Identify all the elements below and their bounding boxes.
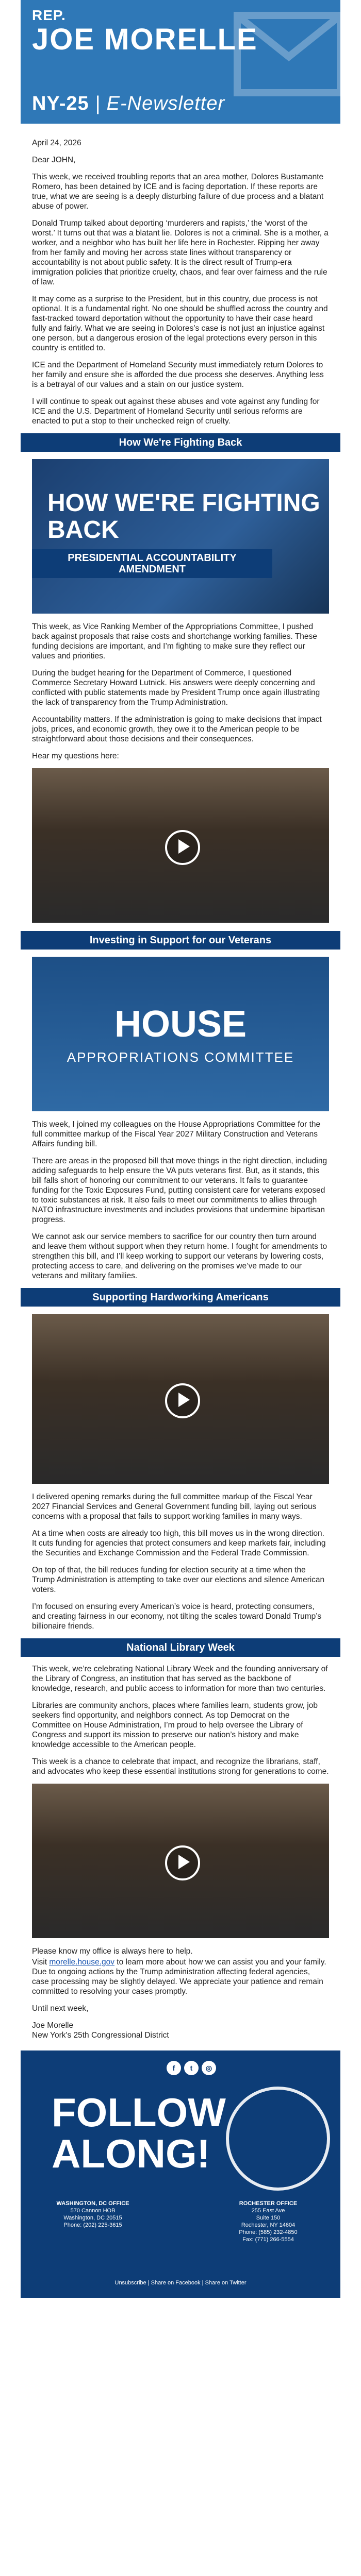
office-line: 570 Cannon HOB: [70, 2208, 116, 2214]
section-banner-fighting-back: How We're Fighting Back: [21, 433, 340, 452]
footer: [21, 2050, 340, 2298]
office-line: Washington, DC 20515: [63, 2215, 122, 2221]
social-icons: [165, 2061, 218, 2075]
paragraph: This week, we received troubling reports that an area mother, Dolores Bustamante Romero, has been detained by ICE and is facing deportation. If these reports are true, what we are seeing is a deeply disturbing failure of due process and a blatant abuse of power.: [32, 173, 324, 211]
website-link[interactable]: morelle.house.gov: [49, 1958, 114, 1967]
header-banner: [21, 0, 340, 124]
newsletter-label: E-Newsletter: [106, 93, 225, 114]
instagram-icon[interactable]: ◎: [202, 2061, 216, 2075]
paragraph: During the budget hearing for the Department of Commerce, I questioned Commerce Secretary Howard Lutnick. His answers were deeply concerning and conflicted with public statements made by President Trump once again illustrating the lack of transparency from the Trump Administration.: [32, 669, 320, 707]
section-banner-veterans: Investing in Support for our Veterans: [21, 931, 340, 950]
rep-label: REP.: [32, 7, 66, 23]
paragraph: We cannot ask our service members to sacrifice for our country then turn around and leave them without support when they return home. I fought for amendments to strengthen this bill, and I’ll keep working to support our veterans by lowering costs, protecting access to care, and delivering on the promises we’ve made to our veterans and military families.: [32, 1232, 327, 1280]
date: April 24, 2026: [32, 139, 81, 147]
image-subtitle: APPROPRIATIONS COMMITTEE: [67, 1049, 294, 1065]
rep-name: JOE MORELLE: [32, 23, 258, 56]
footer-links[interactable]: Unsubscribe | Share on Facebook | Share on Twitter: [114, 2280, 247, 2286]
image-title: HOW WE'RE FIGHTING BACK: [47, 489, 320, 544]
newsletter-subtitle: [32, 93, 225, 115]
video-thumbnail-library[interactable]: [32, 1784, 329, 1938]
play-icon[interactable]: [165, 830, 200, 865]
paragraph: I’m focused on ensuring every American’s voice is heard, protecting consumers, and creating fairness in our economy, not tilting the scales toward Donald Trump’s billionaire friends.: [32, 1602, 322, 1631]
paragraph: At a time when costs are already too high, this bill moves us in the wrong direction. It cuts funding for agencies that protect consumers and keep markets fair, including the Securities and Exchange Commission and the Federal Trade Commission.: [32, 1529, 326, 1557]
paragraph: This week is a chance to celebrate that impact, and recognize the librarians, staff, and advocates who keep these essential institutions strong for generations to come.: [32, 1757, 329, 1776]
play-icon[interactable]: [165, 1383, 200, 1418]
paragraph: Accountability matters. If the administration is going to make decisions that impact jobs, prices, and economic growth, they owe it to the American people to be straightforward about those decisions and their consequences.: [32, 715, 322, 743]
paragraph: On top of that, the bill reduces funding for election security at a time when the Trump Administration is attempting to take over our elections and silence American voters.: [32, 1566, 325, 1594]
video-thumbnail-hearing[interactable]: [32, 768, 329, 923]
image-title: HOUSE: [114, 1004, 247, 1045]
section-hardworking: [21, 1492, 340, 1631]
paragraph: Libraries are community anchors, places where families learn, students grow, job seekers find opportunity, and neighbors connect. As top Democrat on the Committee on House Administration, I’m proud to help oversee the Library of Congress and support its mission to preserve our nation’s history and make knowledge accessible to the American people.: [32, 1701, 318, 1749]
congressional-seal-icon: [226, 2087, 330, 2191]
intro: [21, 138, 340, 426]
office-line: Suite 150: [256, 2215, 281, 2221]
play-icon[interactable]: [165, 1845, 200, 1880]
paragraph: Donald Trump talked about deporting ‘murderers and rapists,’ the ‘worst of the worst.’ It turns out that was a blatant lie. Dolores is not a criminal. She is a mother, a worker, and a neighbor who has built her life here in Rochester. Ripping her away from her family and moving her across state lines without transparency or accountability is not about public safety. It is the direct result of Trump-era immigration policies that prioritize cruelty, chaos, and fear over fairness and the rule of law.: [32, 219, 329, 286]
section-banner-library: National Library Week: [21, 1638, 340, 1657]
office-line: Phone: (585) 232-4850: [239, 2229, 298, 2235]
follow-along-heading: [52, 2092, 226, 2174]
office-title: ROCHESTER OFFICE: [239, 2200, 298, 2207]
paragraph: I delivered opening remarks during the full committee markup of the Fiscal Year 2027 Financial Services and General Government funding bill, laying out serious concerns with a proposal that fails to support working families in many ways.: [32, 1493, 317, 1521]
paragraph-rest: to learn more about how we can assist you and your family. Due to ongoing actions by the Trump administration affecting federal agencies, case processing may be slightly delayed. We appreciate your patience and remain committed to resolving your cases promptly.: [32, 1958, 326, 1996]
twitter-icon[interactable]: t: [184, 2061, 199, 2075]
office-line: Rochester, NY 14604: [241, 2222, 296, 2228]
dc-office: [41, 2200, 144, 2229]
facebook-icon[interactable]: f: [167, 2061, 181, 2075]
paragraph: There are areas in the proposed bill that move things in the right direction, including adding safeguards to help ensure the VA puts veterans first. But, as it stands, this bill falls short of honoring our commitment to our veterans. It fails to guarantee funding for the Toxic Exposures Fund, putting consistent care for veterans exposed to toxic substances at risk. It also fails to meet our commitments to allies through NATO infrastructure investments and includes provisions that undermine bipartisan progress.: [32, 1157, 327, 1224]
section-library: [21, 1664, 340, 1776]
paragraph: This week, we’re celebrating National Library Week and the founding anniversary of the Library of Congress, an institution that has served as the backbone of knowledge, research, and public access to information for more than two centuries.: [32, 1665, 328, 1693]
paragraph: [32, 1957, 329, 1996]
signature-district: New York's 25th Congressional District: [32, 2031, 169, 2040]
paragraph: I will continue to speak out against these abuses and vote against any funding for ICE and the U.S. Department of Homeland Security until serious reforms are enacted to put a stop to their unchecked reign of cruelty.: [32, 397, 320, 426]
rochester-office: [217, 2200, 320, 2243]
section-banner-hardworking: Supporting Hardworking Americans: [21, 1288, 340, 1307]
district: NY-25: [32, 93, 89, 114]
sign-off: Until next week,: [32, 2004, 89, 2013]
image-caption: PRESIDENTIAL ACCOUNTABILITY AMENDMENT: [32, 549, 272, 578]
office-title: WASHINGTON, DC OFFICE: [56, 2200, 129, 2207]
signature-name: Joe Morelle: [32, 2021, 74, 2030]
office-line: Fax: (771) 266-5554: [242, 2236, 294, 2243]
appropriations-image[interactable]: [32, 957, 329, 1111]
paragraph: Please know my office is always here to help.: [32, 1947, 193, 1956]
follow-line-2: ALONG!: [52, 2131, 210, 2176]
newsletter: [21, 0, 340, 2298]
separator: |: [89, 93, 107, 114]
paragraph: This week, as Vice Ranking Member of the Appropriations Committee, I pushed back against proposals that raise costs and shortchange working families. These funding decisions are important, and I’m fighting to make sure they reflect our values and priorities.: [32, 622, 317, 660]
visit-label: Visit: [32, 1958, 50, 1967]
section-veterans: [21, 1120, 340, 1281]
fighting-back-image[interactable]: [32, 459, 329, 614]
closing: [21, 1946, 340, 2040]
paragraph: Hear my questions here:: [32, 752, 119, 760]
section-fighting-back: [21, 622, 340, 761]
paragraph: It may come as a surprise to the President, but in this country, due process is not optional. It is a fundamental right. No one should be shuffled across the country and fast-tracked toward deportation without the opportunity to have their case heard fully and fairly. What we are seeing in Dolores’s case is not just an injustice against one person, but a dangerous erosion of the legal protections every person in this country is entitled to.: [32, 295, 328, 352]
office-line: 255 East Ave: [251, 2208, 285, 2214]
paragraph: ICE and the Department of Homeland Security must immediately return Dolores to her family and ensure she is afforded the due process she deserves. Anything less is a betrayal of our values and a stain on our justice system.: [32, 361, 324, 389]
greeting: Dear JOHN,: [32, 156, 76, 164]
envelope-icon: [217, 0, 340, 124]
office-line: Phone: (202) 225-3615: [63, 2222, 122, 2228]
video-thumbnail-markup[interactable]: [32, 1314, 329, 1484]
paragraph: This week, I joined my colleagues on the House Appropriations Committee for the full committee markup of the Fiscal Year 2027 Military Construction and Veterans Affairs funding bill.: [32, 1120, 321, 1148]
follow-line-1: FOLLOW: [52, 2090, 226, 2135]
